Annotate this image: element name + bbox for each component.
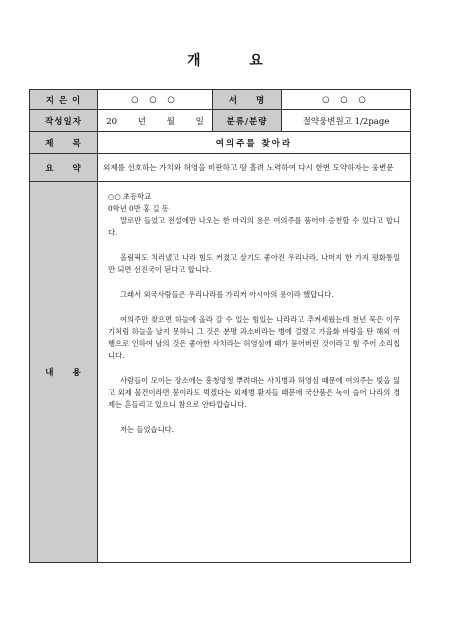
summary-label-text: 요 약: [45, 163, 82, 174]
content-label: [30, 182, 98, 563]
category-label: 분류/분량: [213, 110, 282, 132]
paragraph-3: 그래서 외국사람들은 우리나라를 가리켜 아시아의 용이라 했답니다.: [120, 290, 334, 299]
category-value: 절약웅변원고 1/2page: [282, 110, 411, 132]
summary-form: [29, 89, 411, 563]
school-line: ○○ 초등학교: [108, 192, 152, 201]
subject-label: [30, 132, 98, 154]
page-title: 개 요: [187, 53, 285, 69]
summary-value: 외제를 선호하는 가치와 허영을 비판하고 땀 흘려 노력하여 다시 한번 도약하자는 웅변문: [98, 154, 411, 182]
subject-label-text: 제 목: [45, 138, 82, 149]
author-label: 지 은 이: [30, 90, 98, 110]
content-label-text: 내 용: [45, 368, 82, 378]
editor-label: [213, 90, 282, 110]
summary-label: [30, 154, 98, 182]
name-line: 0학년 0반 홍 길 동: [108, 204, 169, 213]
content-body: [98, 182, 411, 563]
paragraph-1: 말로만 들었고 전설에만 나오는 한 마리의 용은 여의주를 품어야 승천할 수 있다고 합니다.: [108, 216, 400, 237]
paragraph-4: 여의주만 찾으면 하늘에 올라 갈 수 있는 힘있는 나라라고 추켜세웠는데 천년 묵은 이무기처럼 하늘을 날지 못하니 그 것은 분명 과소비라는 병에 걸렸고 가을화 바람을 탄 해외 여행으로 인하여 남의 것은 좋아한 사치라는 허영심에 때가 묻어버린 것이라고 힘 주어 소리칩니다.: [108, 315, 400, 360]
date-value: [98, 110, 213, 132]
editor-value: ○ ○ ○: [282, 90, 411, 110]
paragraph-6: 저는 들었습니다.: [120, 425, 174, 434]
date-value-text: 20 년 월 일: [106, 116, 204, 127]
paragraph-2: 올림픽도 치러냈고 나라 힘도 커졌고 살기도 좋아진 우리나라, 나머지 한 가지 평화통일만 되면 선진국이 된다고 합니다.: [108, 253, 400, 274]
date-label: 작성일자: [30, 110, 98, 132]
paragraph-5: 사람들이 모이는 장소에는 흥청망청 뿌려대는 사치병과 허영심 때문에 여의주는 빛을 잃고 외제 물건이라면 뭉이라도 먹겠다는 외제병 환자들 때문에 국산품은 녹이 슬어 나라의 경제는 흔들리고 있으니 참으로 안타깝습니다.: [108, 376, 400, 409]
author-value: ○ ○ ○: [98, 90, 213, 110]
subject-value: 여의주를 찾아라: [98, 132, 411, 154]
editor-label-text: 서 명: [228, 95, 266, 106]
